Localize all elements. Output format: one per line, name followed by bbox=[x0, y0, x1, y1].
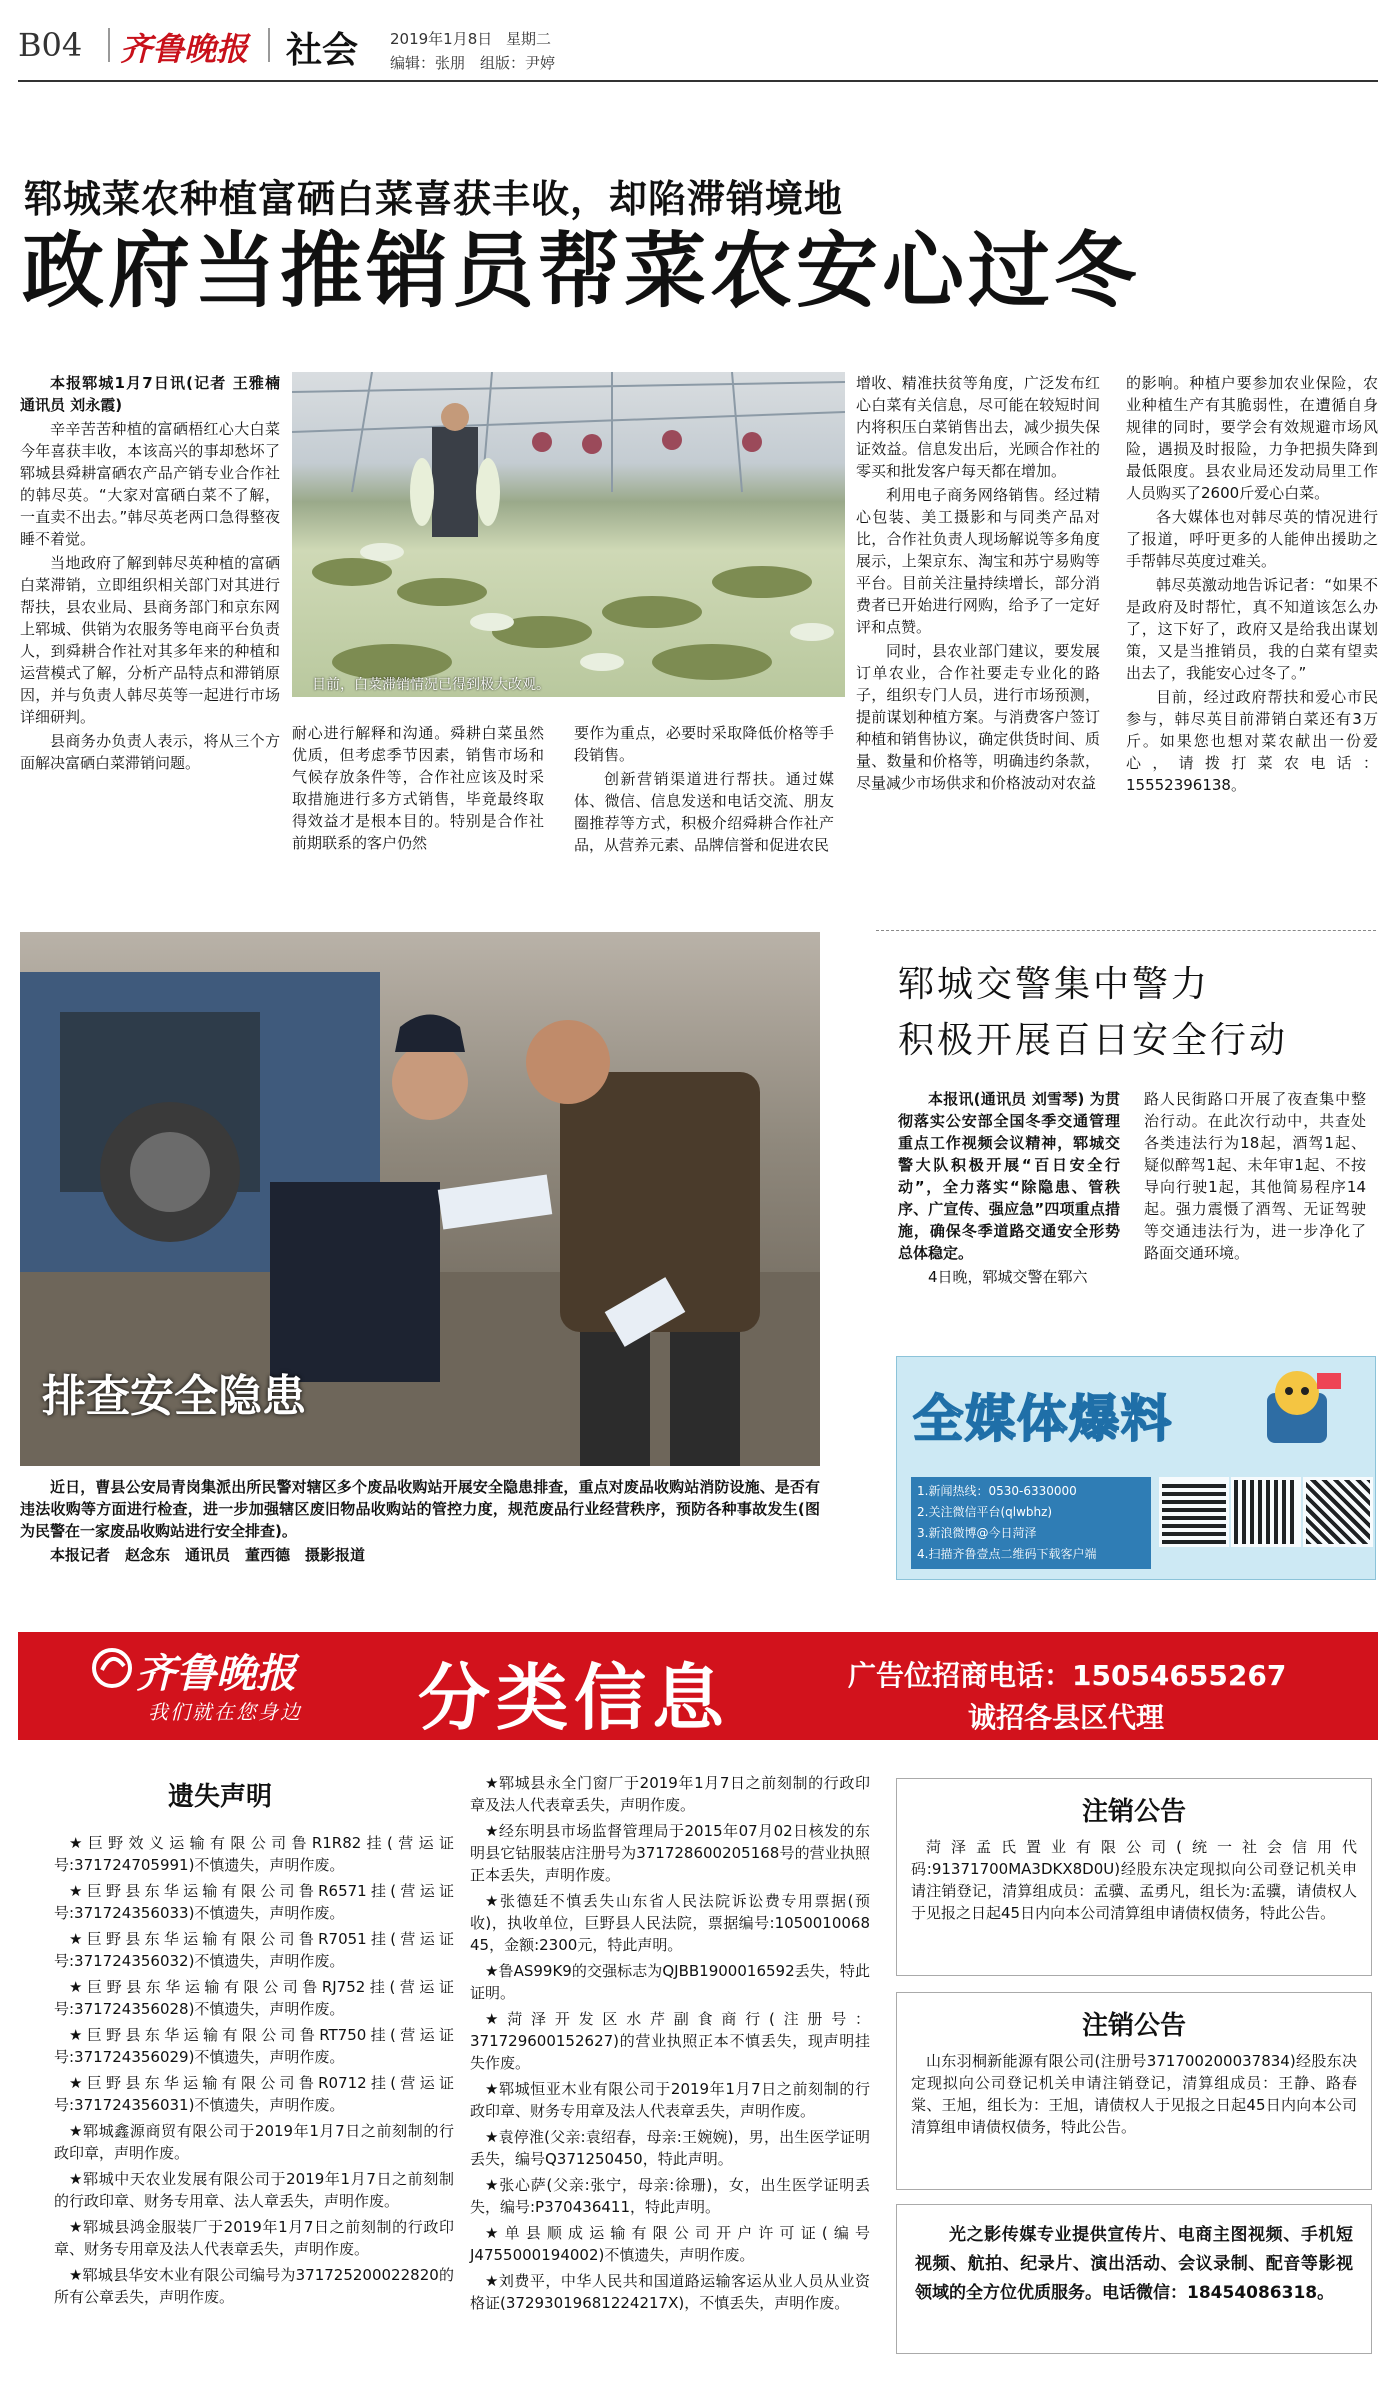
story1-col3 bbox=[574, 722, 834, 858]
lost-col2 bbox=[470, 1772, 870, 2318]
cabbage-photo-art bbox=[292, 372, 845, 697]
story1-kicker: 郓城菜农种植富硒白菜喜获丰收，却陷滞销境地 bbox=[24, 177, 844, 221]
story1-col1-para: 辛辛苦苦种植的富硒梧红心大白菜今年喜获丰收，本该高兴的事却愁坏了郓城县舜耕富硒农产品产销专业合作社的韩尽英。“大家对富硒白菜不了解，一直卖不出去。”韩尽英老两口急得整夜睡不着觉。 bbox=[20, 420, 280, 548]
lost-item: ★郓城恒亚木业有限公司于2019年1月7日之前刻制的行政印章、财务专用章及法人代表章丢失，声明作废。 bbox=[470, 2080, 870, 2120]
media-box-item: 1.新闻热线：0530-6330000 bbox=[917, 1484, 1077, 1498]
logo-emblem-icon bbox=[90, 1646, 134, 1690]
story1-col4-para: 利用电子商务网络销售。经过精心包装、美工摄影和与同类产品对比，合作社负责人现场解说等多角度展示，上架京东、淘宝和苏宁易购等平台。目前关注量持续增长，部分消费者已开始进行网购，给予了一定好评和点赞。 bbox=[856, 486, 1100, 636]
story1-byline: 本报郓城1月7日讯(记者 王雅楠 通讯员 刘永霞) bbox=[20, 374, 280, 414]
story3-colA-para: 本报讯(通讯员 刘雪琴) 为贯彻落实公安部全国冬季交通管理重点工作视频会议精神，郓城交警大队积极开展“百日安全行动”，全力落实“除隐患、管秩序、广宣传、强应急”四项重点措施，确保冬季道路交通安全形势总体稳定。 bbox=[898, 1090, 1120, 1262]
cancel-notice-1 bbox=[896, 1778, 1372, 1976]
story3-colB-para: 路人民街路口开展了夜查集中整治行动。在此次行动中，共查处各类违法行为18起，酒驾1起、疑似醉驾1起、未年审1起、不按导向行驶1起，其他简易程序14起。强力震慑了酒驾、无证驾驶等交通违法行为，进一步净化了路面交通环境。 bbox=[1144, 1090, 1366, 1262]
masthead-divider bbox=[268, 28, 270, 62]
cancel-notice-2-title: 注销公告 bbox=[1081, 2011, 1186, 2041]
police-caption bbox=[20, 1476, 820, 1568]
story3-colA bbox=[898, 1088, 1120, 1290]
story1-col5-para: 的影响。种植户要参加农业保险，农业种植生产有其脆弱性，在遭循自身规律的同时，要学会有效规避市场风险，遇损及时报险，力争把损失降到最低限度。县农业局还发动局里工作人员购买了2600斤爱心白菜。 bbox=[1126, 374, 1378, 502]
cabbage-photo-caption: 目前，白菜滞销情况已得到极大改观。 bbox=[312, 677, 550, 693]
lost-item: ★单县顺成运输有限公司开户许可证(编号J4755000194002)不慎遗失，声明作废。 bbox=[470, 2224, 870, 2264]
police-caption-text: 近日，曹县公安局青岗集派出所民警对辖区多个废品收购站开展安全隐患排查，重点对废品收购站消防设施、是否有违法收购等方面进行检查，进一步加强辖区废旧物品收购站的管控力度，规范废品行业经营秩序，预防各种事故发生(图为民警在一家废品收购站进行安全排查)。 bbox=[20, 1478, 820, 1540]
story1-col2 bbox=[292, 722, 544, 856]
media-box-item: 3.新浪微博@今日菏泽 bbox=[917, 1526, 1037, 1540]
masthead bbox=[18, 14, 1378, 74]
lost-notices-box bbox=[18, 1758, 878, 2362]
editor-credit: 编辑：张朋 bbox=[390, 54, 466, 72]
cabbage-photo bbox=[292, 372, 845, 697]
issue-date: 2019年1月8日 bbox=[390, 30, 493, 48]
lost-item: ★经东明县市场监督管理局于2015年07月02日核发的东明县它钴服装店注册号为371728600205168号的营业执照正本丢失，声明作废。 bbox=[470, 1822, 870, 1884]
classified-agent: 诚招各县区代理 bbox=[968, 1701, 1165, 1734]
mascot-icon bbox=[1247, 1363, 1357, 1463]
classified-banner bbox=[18, 1632, 1378, 1740]
story1-col5-para: 韩尽英激动地告诉记者：“如果不是政府及时帮忙，真不知道该怎么办了，这下好了，政府又是给我出谋划策，又是当推销员，我的白菜有望卖出去了，我能安心过冬了。” bbox=[1126, 576, 1378, 682]
lost-title: 遗失声明 bbox=[168, 1782, 273, 1812]
page-number: B04 bbox=[18, 26, 83, 64]
story1-col5-para: 目前，经过政府帮扶和爱心市民参与，韩尽英目前滞销白菜还有3万斤。如果您也想对菜农献出一份爱心，请拨打菜农电话：15552396138。 bbox=[1126, 688, 1378, 794]
classified-title: 分类信息 bbox=[418, 1656, 731, 1740]
masthead-rule bbox=[18, 80, 1378, 82]
story3-headline2: 积极开展百日安全行动 bbox=[898, 1020, 1289, 1061]
story1-col3-para: 创新营销渠道进行帮扶。通过媒体、微信、信息发送和电话交流、朋友圈推荐等方式，积极介绍舜耕合作社产品，从营养元素、品牌信誉和促进农民 bbox=[574, 770, 834, 854]
story1-col2-para: 耐心进行解释和沟通。舜耕白菜虽然优质，但考虑季节因素，销售市场和气候存放条件等，合作社应该及时采取措施进行多方式销售，毕竟最终取得效益才是根本目的。特别是合作社前期联系的客户仍然 bbox=[292, 724, 544, 852]
media-box-title: 全媒体爆料 bbox=[913, 1390, 1173, 1448]
story1-col5-para: 各大媒体也对韩尽英的情况进行了报道，呼吁更多的人能伸出援助之手帮韩尽英度过难关。 bbox=[1126, 508, 1378, 570]
lost-item: ★巨野县东华运输有限公司鲁R7051挂(营运证号:371724356032)不慎遗失，声明作废。 bbox=[54, 1930, 454, 1970]
media-box bbox=[896, 1356, 1376, 1580]
lost-item: ★鲁AS99K9的交强标志为QJBB1900016592丢失，特此证明。 bbox=[470, 1962, 870, 2002]
qr-code-3[interactable] bbox=[1303, 1477, 1373, 1547]
lost-item: ★郓城中天农业发展有限公司于2019年1月7日之前刻制的行政印章、财务专用章、法人章丢失，声明作废。 bbox=[54, 2170, 454, 2210]
lost-item: ★袁停淮(父亲:袁绍春，母亲:王婉婉)，男，出生医学证明丢失，编号Q371250450，特此声明。 bbox=[470, 2128, 870, 2168]
lost-item: ★菏泽开发区水芹副食商行(注册号：371729600152627)的营业执照正本不慎丢失，现声明挂失作废。 bbox=[470, 2010, 870, 2072]
cancel-notice-2-text: 山东羽桐新能源有限公司(注册号371700200037834)经股东决定现拟向公司登记机关申请注销登记，清算组成员：王静、路春棠、王旭，组长为：王旭，请债权人于见报之日起45日内向本公司清算组申请债权债务，特此公告。 bbox=[911, 2052, 1357, 2136]
lost-col1 bbox=[54, 1832, 454, 2312]
classified-phone: 广告位招商电话：15054655267 bbox=[848, 1659, 1287, 1692]
classified-slogan: 我们就在您身边 bbox=[148, 1700, 302, 1724]
media-box-item: 4.扫描齐鲁壹点二维码下载客户端 bbox=[917, 1547, 1097, 1561]
police-photo-credit: 本报记者 赵念东 通讯员 董西德 摄影报道 bbox=[50, 1546, 366, 1564]
story1-col1-para: 当地政府了解到韩尽英种植的富硒白菜滞销，立即组织相关部门对其进行帮扶，县农业局、县商务部门和京东网上郓城、供销为农服务等电商平台负责人，到舜耕合作社对其多年来的种植和运营模式了解，分析产品特点和滞销原因，并与负责人韩尽英等一起进行市场详细研判。 bbox=[20, 554, 280, 726]
media-box-list bbox=[911, 1477, 1151, 1569]
lost-item: ★巨野县东华运输有限公司鲁RT750挂(营运证号:371724356029)不慎遗失，声明作废。 bbox=[54, 2026, 454, 2066]
story3-headline1: 郓城交警集中警力 bbox=[898, 964, 1211, 1005]
lost-item: ★巨野县东华运输有限公司鲁R0712挂(营运证号:371724356031)不慎遗失，声明作废。 bbox=[54, 2074, 454, 2114]
media-box-item: 2.关注微信平台(qlwbhz) bbox=[917, 1505, 1053, 1519]
story1-col5 bbox=[1126, 372, 1378, 798]
lost-item: ★郓城鑫源商贸有限公司于2019年1月7日之前刻制的行政印章，声明作废。 bbox=[54, 2122, 454, 2162]
lost-item: ★巨野效义运输有限公司鲁R1R82挂(营运证号:371724705991)不慎遗失，声明作废。 bbox=[54, 1834, 454, 1874]
masthead-divider bbox=[108, 28, 110, 62]
story3-top-rule bbox=[876, 930, 1376, 931]
police-photo-title: 排查安全隐患 bbox=[42, 1371, 306, 1422]
media-service-ad-text: 光之影传媒专业提供宣传片、电商主图视频、手机短视频、航拍、纪录片、演出活动、会议录制、配音等影视领域的全方位优质服务。电话微信：18454086318。 bbox=[915, 2225, 1353, 2303]
lost-item: ★巨野县东华运输有限公司鲁R6571挂(营运证号:371724356033)不慎遗失，声明作废。 bbox=[54, 1882, 454, 1922]
issue-weekday: 星期二 bbox=[506, 30, 552, 48]
qr-code-1[interactable] bbox=[1159, 1477, 1229, 1547]
cancel-notice-1-text: 菏泽孟氏置业有限公司(统一社会信用代码:91371700MA3DKX8D0U)经股东决定现拟向公司登记机关申请注销登记，清算组成员：孟骥、孟勇凡，组长为:孟骥，请债权人于见报之日起45日内向本公司清算组申请债权债务，特此公告。 bbox=[911, 1838, 1357, 1922]
story1-col1-para: 县商务办负责人表示，将从三个方面解决富硒白菜滞销问题。 bbox=[20, 732, 280, 772]
paper-logo: 齐鲁晚报 bbox=[120, 30, 249, 68]
story1-col4 bbox=[856, 372, 1100, 796]
cancel-notice-1-title: 注销公告 bbox=[1081, 1797, 1186, 1827]
story3-colB bbox=[1144, 1088, 1366, 1266]
lost-item: ★张德廷不慎丢失山东省人民法院诉讼费专用票据(预收)，执收单位，巨野县人民法院，票据编号:1050010068​45，金额:2300元，特此声明。 bbox=[470, 1892, 870, 1954]
story3-colA-para: 4日晚，郓城交警在郓六 bbox=[928, 1268, 1088, 1286]
story1-col1 bbox=[20, 372, 280, 776]
section-title: 社会 bbox=[286, 30, 359, 71]
lost-item: ★张心萨(父亲:张宁，母亲:徐珊)，女，出生医学证明丢失，编号:P370436411，特此声明。 bbox=[470, 2176, 870, 2216]
media-service-ad bbox=[896, 2204, 1372, 2354]
story1-col4-para: 同时，县农业部门建议，要发展订单农业，合作社要走专业化的路子，组织专门人员，进行市场预测，提前谋划种植方案。与消费客户签订种植和销售协议，确定供货时间、质量、数量和价格等，明确违约条款，尽量减少市场供求和价格波动对农益 bbox=[856, 642, 1100, 792]
story1-col3-para: 要作为重点，必要时采取降低价格等手段销售。 bbox=[574, 724, 834, 764]
story1-col4-para: 增收、精准扶贫等角度，广泛发布红心白菜有关信息，尽可能在较短时间内将积压白菜销售出去，减少损失保证效益。信息发出后，光顾合作社的零买和批发客户每天都在增加。 bbox=[856, 374, 1100, 480]
story1-headline: 政府当推销员帮菜农安心过冬 bbox=[22, 224, 1141, 319]
classified-logo: 齐鲁晚报 bbox=[136, 1650, 296, 1697]
lost-item: ★巨野县东华运输有限公司鲁RJ752挂(营运证号:371724356028)不慎遗失，声明作废。 bbox=[54, 1978, 454, 2018]
lost-item: ★郓城县鸿金服装厂于2019年1月7日之前刻制的行政印章、财务专用章及法人代表章丢失，声明作废。 bbox=[54, 2218, 454, 2258]
cancel-notice-2 bbox=[896, 1992, 1372, 2190]
lost-item: ★郓城县华安木业有限公司编号为371725200022820的所有公章丢失，声明作废。 bbox=[54, 2266, 454, 2306]
police-photo bbox=[20, 932, 820, 1466]
lost-item: ★刘费平，中华人民共和国道路运输客运从业人员从业资格证(37293019681224217X)，不慎丢失，声明作废。 bbox=[470, 2272, 870, 2312]
qr-code-2[interactable] bbox=[1231, 1477, 1301, 1547]
designer-credit: 组版：尹婷 bbox=[480, 54, 556, 72]
lost-item: ★郓城县永全门窗厂于2019年1月7日之前刻制的行政印章及法人代表章丢失，声明作废。 bbox=[470, 1774, 870, 1814]
